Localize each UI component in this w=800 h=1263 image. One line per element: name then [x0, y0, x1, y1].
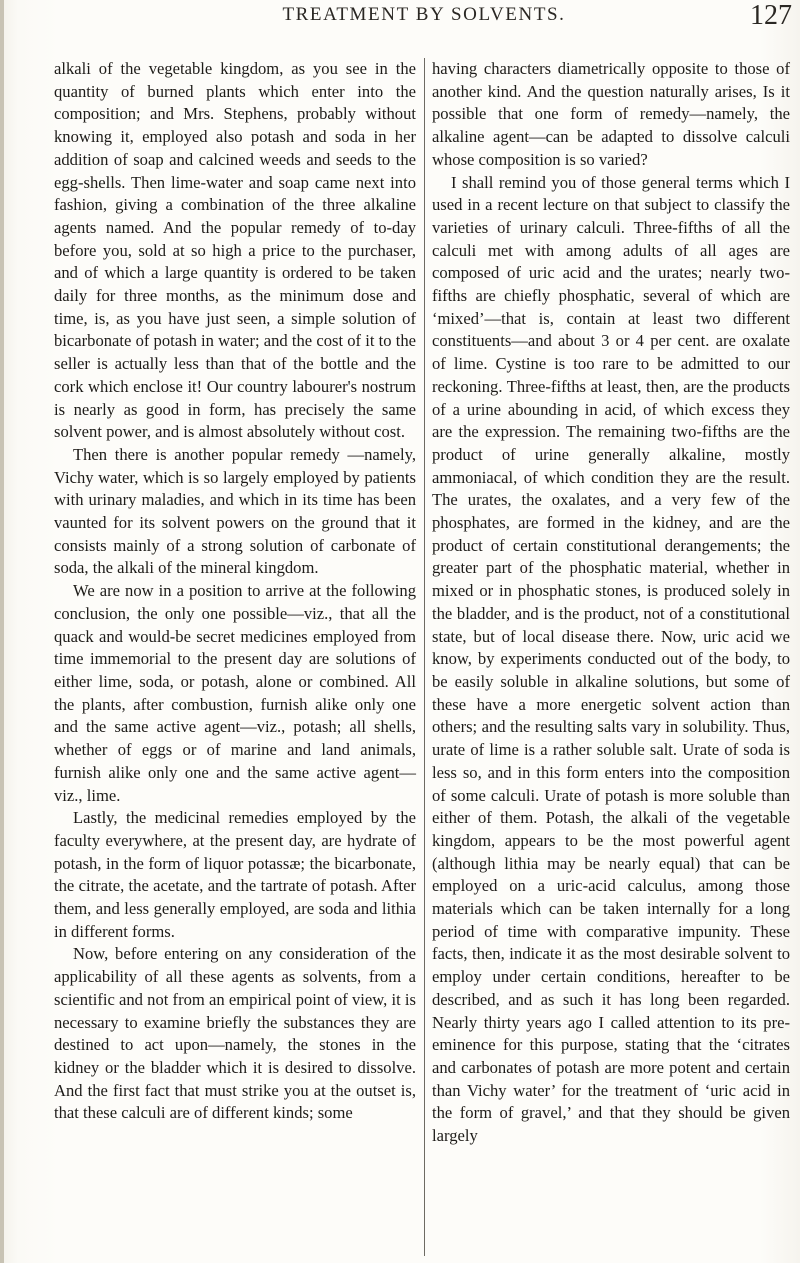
left-paragraph-3: We are now in a position to arrive at the following conclusion, the only one possible—viz., that all the quack and would-be secret medicines employed from time immemorial to the present day are solutions of either lime, soda, or potash, alone or combined. All the plants, after combustion, furnish alike only one and the same active agent—viz., potash; all shells, whether of eggs or of marine and land animals, furnish alike only one and the same active agent—viz., lime.	[54, 581, 416, 805]
left-column	[54, 58, 416, 1125]
left-paragraph-5: Now, before entering on any consideration of the applicability of all these agents as solvents, from a scientific and not from an empirical point of view, it is necessary to examine briefly the substances they are destined to act upon—namely, the stones in the kidney or the bladder which it is desired to dissolve. And the first fact that must strike you at the outset is, that these calculi are of different kinds; some	[54, 944, 416, 1123]
column-divider	[424, 58, 425, 1256]
page-number: 127	[750, 0, 792, 31]
left-paragraph-1: alkali of the vegetable kingdom, as you see in the quantity of burned plants which enter into the composition; and Mrs. Stephens, probably without knowing it, employed also potash and soda in her addition of soap and calcined weeds and seeds to the egg-shells. Then lime-water and soap came next into fashion, giving a combination of the three alkaline agents named. And the popular remedy of to-day before you, sold at so high a price to the purchaser, and of which a large quantity is ordered to be taken daily for three months, as the minimum dose and time, is, as you have just seen, a simple solution of bicarbonate of potash in water; and the cost of it to the seller is actually less than that of the bottle and the cork which enclose it! Our country labourer's nostrum is nearly as good in form, has precisely the same solvent power, and is almost absolutely without cost.	[54, 59, 416, 442]
page-binding-edge	[0, 0, 4, 1263]
running-title: TREATMENT BY SOLVENTS.	[282, 4, 566, 25]
right-paragraph-1: having characters diametrically opposite to those of another kind. And the question naturally arises, Is it possible that one form of remedy—namely, the alkaline agent—can be adapted to dissolve calculi whose composition is so varied?	[432, 59, 790, 169]
running-head	[56, 2, 792, 42]
right-column	[432, 58, 790, 1148]
left-paragraph-2: Then there is another popular remedy —namely, Vichy water, which is so largely employed by patients with urinary maladies, and which in its time has been vaunted for its solvent powers on the ground that it consists mainly of a strong solution of carbonate of soda, the alkali of the mineral kingdom.	[54, 444, 416, 578]
right-paragraph-2: I shall remind you of those general terms which I used in a recent lecture on that subject to classify the varieties of urinary calculi. Three-fifths of all the calculi met with among adults of all ages are composed of uric acid and the urates; nearly two-fifths are chiefly phosphatic, several of which are ‘mixed’—that is, contain at least two different constituents—and about 3 or 4 per cent. are oxalate of lime. Cystine is too rare to be admitted to our reckoning. Three-fifths at least, then, are the products of a urine abounding in acid, of which excess they are the expression. The remaining two-fifths are the product of urine generally alkaline, mostly ammoniacal, of which condition they are the result. The urates, the oxalates, and a very few of the phosphates, are formed in the kidney, and are the product of certain constitutional derangements; the greater part of the phosphatic material, whether in mixed or in phosphatic stones, is produced solely in the bladder, and is the product, not of a constitutional state, but of local disease there. Now, uric acid we know, by experiments conducted out of the body, to be easily soluble in alkaline solutions, but some of these have a more energetic solvent action than others; and the resulting salts vary in solubility. Thus, urate of lime is a rather soluble salt. Urate of soda is less so, and in this form enters into the composition of some calculi. Urate of potash is more soluble than either of them. Potash, the alkali of the vegetable kingdom, appears to be the most powerful agent (although lithia may be nearly equal) that can be employed on a uric-acid calculus, among those materials which can be taken internally for a long period of time with comparative impunity. These facts, then, indicate it as the most desirable solvent to employ under certain conditions, hereafter to be described, and as such it has long been regarded. Nearly thirty years ago I called attention to its pre-eminence for this purpose, stating that the ‘citrates and carbonates of potash are more potent and certain than Vichy water’ for the treatment of ‘uric acid in the form of gravel,’ and that they should be given largely	[432, 172, 790, 1146]
left-paragraph-4: Lastly, the medicinal remedies employed by the faculty everywhere, at the present day, are hydrate of potash, in the form of liquor potassæ; the bicarbonate, the citrate, the acetate, and the tartrate of potash. After them, and less generally employed, are soda and lithia in different forms.	[54, 808, 416, 941]
